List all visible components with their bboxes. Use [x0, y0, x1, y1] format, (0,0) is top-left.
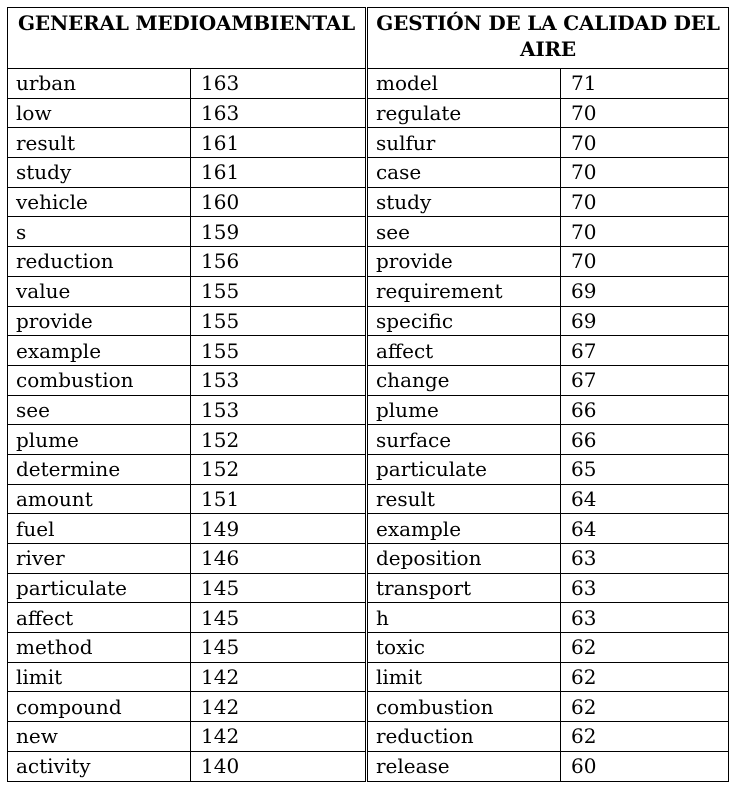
table-row	[8, 484, 366, 514]
count-cell: 153	[191, 395, 366, 425]
air-quality-table	[367, 7, 729, 782]
table-row	[367, 217, 728, 247]
table-row	[367, 544, 728, 574]
term-cell: amount	[8, 484, 191, 514]
count-cell: 66	[560, 395, 728, 425]
term-cell: reduction	[367, 722, 560, 752]
count-cell: 62	[560, 662, 728, 692]
table-row	[367, 306, 728, 336]
term-cell: limit	[8, 662, 191, 692]
table-row	[367, 365, 728, 395]
count-cell: 70	[560, 187, 728, 217]
count-cell: 160	[191, 187, 366, 217]
term-cell: limit	[367, 662, 560, 692]
count-cell: 149	[191, 514, 366, 544]
count-cell: 60	[560, 751, 728, 781]
count-cell: 70	[560, 247, 728, 277]
term-cell: toxic	[367, 633, 560, 663]
term-cell: see	[367, 217, 560, 247]
table-row	[8, 306, 366, 336]
table-header: GENERAL MEDIOAMBIENTAL	[8, 8, 366, 69]
table-row	[8, 128, 366, 158]
table-row	[367, 98, 728, 128]
count-cell: 63	[560, 573, 728, 603]
term-cell: vehicle	[8, 187, 191, 217]
term-cell: study	[367, 187, 560, 217]
term-cell: particulate	[367, 454, 560, 484]
term-cell: example	[8, 336, 191, 366]
term-cell: change	[367, 365, 560, 395]
table-row	[8, 425, 366, 455]
count-cell: 152	[191, 454, 366, 484]
table-body	[367, 69, 728, 782]
term-cell: surface	[367, 425, 560, 455]
table-row	[367, 722, 728, 752]
count-cell: 63	[560, 603, 728, 633]
table-row	[367, 633, 728, 663]
term-cell: see	[8, 395, 191, 425]
table-row	[8, 336, 366, 366]
table-row	[367, 395, 728, 425]
table-row	[367, 158, 728, 188]
table-row	[8, 158, 366, 188]
count-cell: 70	[560, 128, 728, 158]
table-row	[367, 751, 728, 781]
count-cell: 140	[191, 751, 366, 781]
term-cell: example	[367, 514, 560, 544]
count-cell: 142	[191, 692, 366, 722]
count-cell: 159	[191, 217, 366, 247]
count-cell: 151	[191, 484, 366, 514]
table-row	[8, 633, 366, 663]
count-cell: 70	[560, 217, 728, 247]
count-cell: 65	[560, 454, 728, 484]
term-cell: case	[367, 158, 560, 188]
table-body	[8, 69, 366, 782]
count-cell: 145	[191, 603, 366, 633]
term-cell: provide	[8, 306, 191, 336]
table-row	[367, 276, 728, 306]
term-cell: model	[367, 69, 560, 99]
table-row	[8, 454, 366, 484]
table-row	[367, 336, 728, 366]
term-cell: new	[8, 722, 191, 752]
count-cell: 69	[560, 276, 728, 306]
term-cell: low	[8, 98, 191, 128]
term-cell: determine	[8, 454, 191, 484]
term-cell: particulate	[8, 573, 191, 603]
term-cell: river	[8, 544, 191, 574]
count-cell: 70	[560, 158, 728, 188]
table-row	[8, 69, 366, 99]
term-cell: release	[367, 751, 560, 781]
count-cell: 142	[191, 662, 366, 692]
count-cell: 163	[191, 98, 366, 128]
count-cell: 62	[560, 692, 728, 722]
count-cell: 62	[560, 722, 728, 752]
table-row	[8, 722, 366, 752]
count-cell: 153	[191, 365, 366, 395]
count-cell: 67	[560, 336, 728, 366]
table-row	[8, 662, 366, 692]
general-environmental-table	[7, 7, 366, 782]
count-cell: 146	[191, 544, 366, 574]
table-header-row	[367, 8, 728, 69]
table-row	[367, 247, 728, 277]
count-cell: 66	[560, 425, 728, 455]
term-cell: provide	[367, 247, 560, 277]
table-row	[8, 514, 366, 544]
count-cell: 152	[191, 425, 366, 455]
count-cell: 142	[191, 722, 366, 752]
term-cell: specific	[367, 306, 560, 336]
term-cell: deposition	[367, 544, 560, 574]
term-cell: combustion	[8, 365, 191, 395]
table-row	[367, 128, 728, 158]
term-cell: h	[367, 603, 560, 633]
count-cell: 69	[560, 306, 728, 336]
term-cell: fuel	[8, 514, 191, 544]
term-cell: transport	[367, 573, 560, 603]
term-cell: sulfur	[367, 128, 560, 158]
table-row	[8, 692, 366, 722]
count-cell: 155	[191, 276, 366, 306]
term-cell: combustion	[367, 692, 560, 722]
term-cell: method	[8, 633, 191, 663]
term-cell: plume	[8, 425, 191, 455]
term-cell: activity	[8, 751, 191, 781]
table-row	[8, 217, 366, 247]
count-cell: 156	[191, 247, 366, 277]
table-row	[367, 425, 728, 455]
count-cell: 62	[560, 633, 728, 663]
count-cell: 163	[191, 69, 366, 99]
table-row	[367, 454, 728, 484]
table-row	[8, 573, 366, 603]
table-header: GESTIÓN DE LA CALIDAD DEL AIRE	[367, 8, 728, 69]
term-cell: s	[8, 217, 191, 247]
table-row	[8, 365, 366, 395]
count-cell: 161	[191, 158, 366, 188]
table-row	[367, 603, 728, 633]
table-row	[8, 187, 366, 217]
term-cell: study	[8, 158, 191, 188]
count-cell: 67	[560, 365, 728, 395]
frequency-tables	[7, 7, 729, 782]
term-cell: urban	[8, 69, 191, 99]
count-cell: 63	[560, 544, 728, 574]
table-row	[367, 692, 728, 722]
count-cell: 155	[191, 306, 366, 336]
table-row	[8, 276, 366, 306]
table-row	[367, 484, 728, 514]
term-cell: reduction	[8, 247, 191, 277]
term-cell: plume	[367, 395, 560, 425]
term-cell: regulate	[367, 98, 560, 128]
count-cell: 70	[560, 98, 728, 128]
count-cell: 71	[560, 69, 728, 99]
table-row	[367, 187, 728, 217]
table-row	[8, 544, 366, 574]
table-row	[8, 98, 366, 128]
term-cell: affect	[367, 336, 560, 366]
table-row	[367, 573, 728, 603]
term-cell: value	[8, 276, 191, 306]
count-cell: 145	[191, 573, 366, 603]
table-row	[8, 603, 366, 633]
table-row	[8, 395, 366, 425]
term-cell: result	[8, 128, 191, 158]
table-row	[367, 514, 728, 544]
table-row	[8, 247, 366, 277]
term-cell: compound	[8, 692, 191, 722]
term-cell: affect	[8, 603, 191, 633]
count-cell: 64	[560, 484, 728, 514]
term-cell: result	[367, 484, 560, 514]
table-row	[367, 662, 728, 692]
term-cell: requirement	[367, 276, 560, 306]
table-row	[8, 751, 366, 781]
count-cell: 161	[191, 128, 366, 158]
table-row	[367, 69, 728, 99]
count-cell: 145	[191, 633, 366, 663]
count-cell: 155	[191, 336, 366, 366]
table-header-row	[8, 8, 366, 69]
count-cell: 64	[560, 514, 728, 544]
